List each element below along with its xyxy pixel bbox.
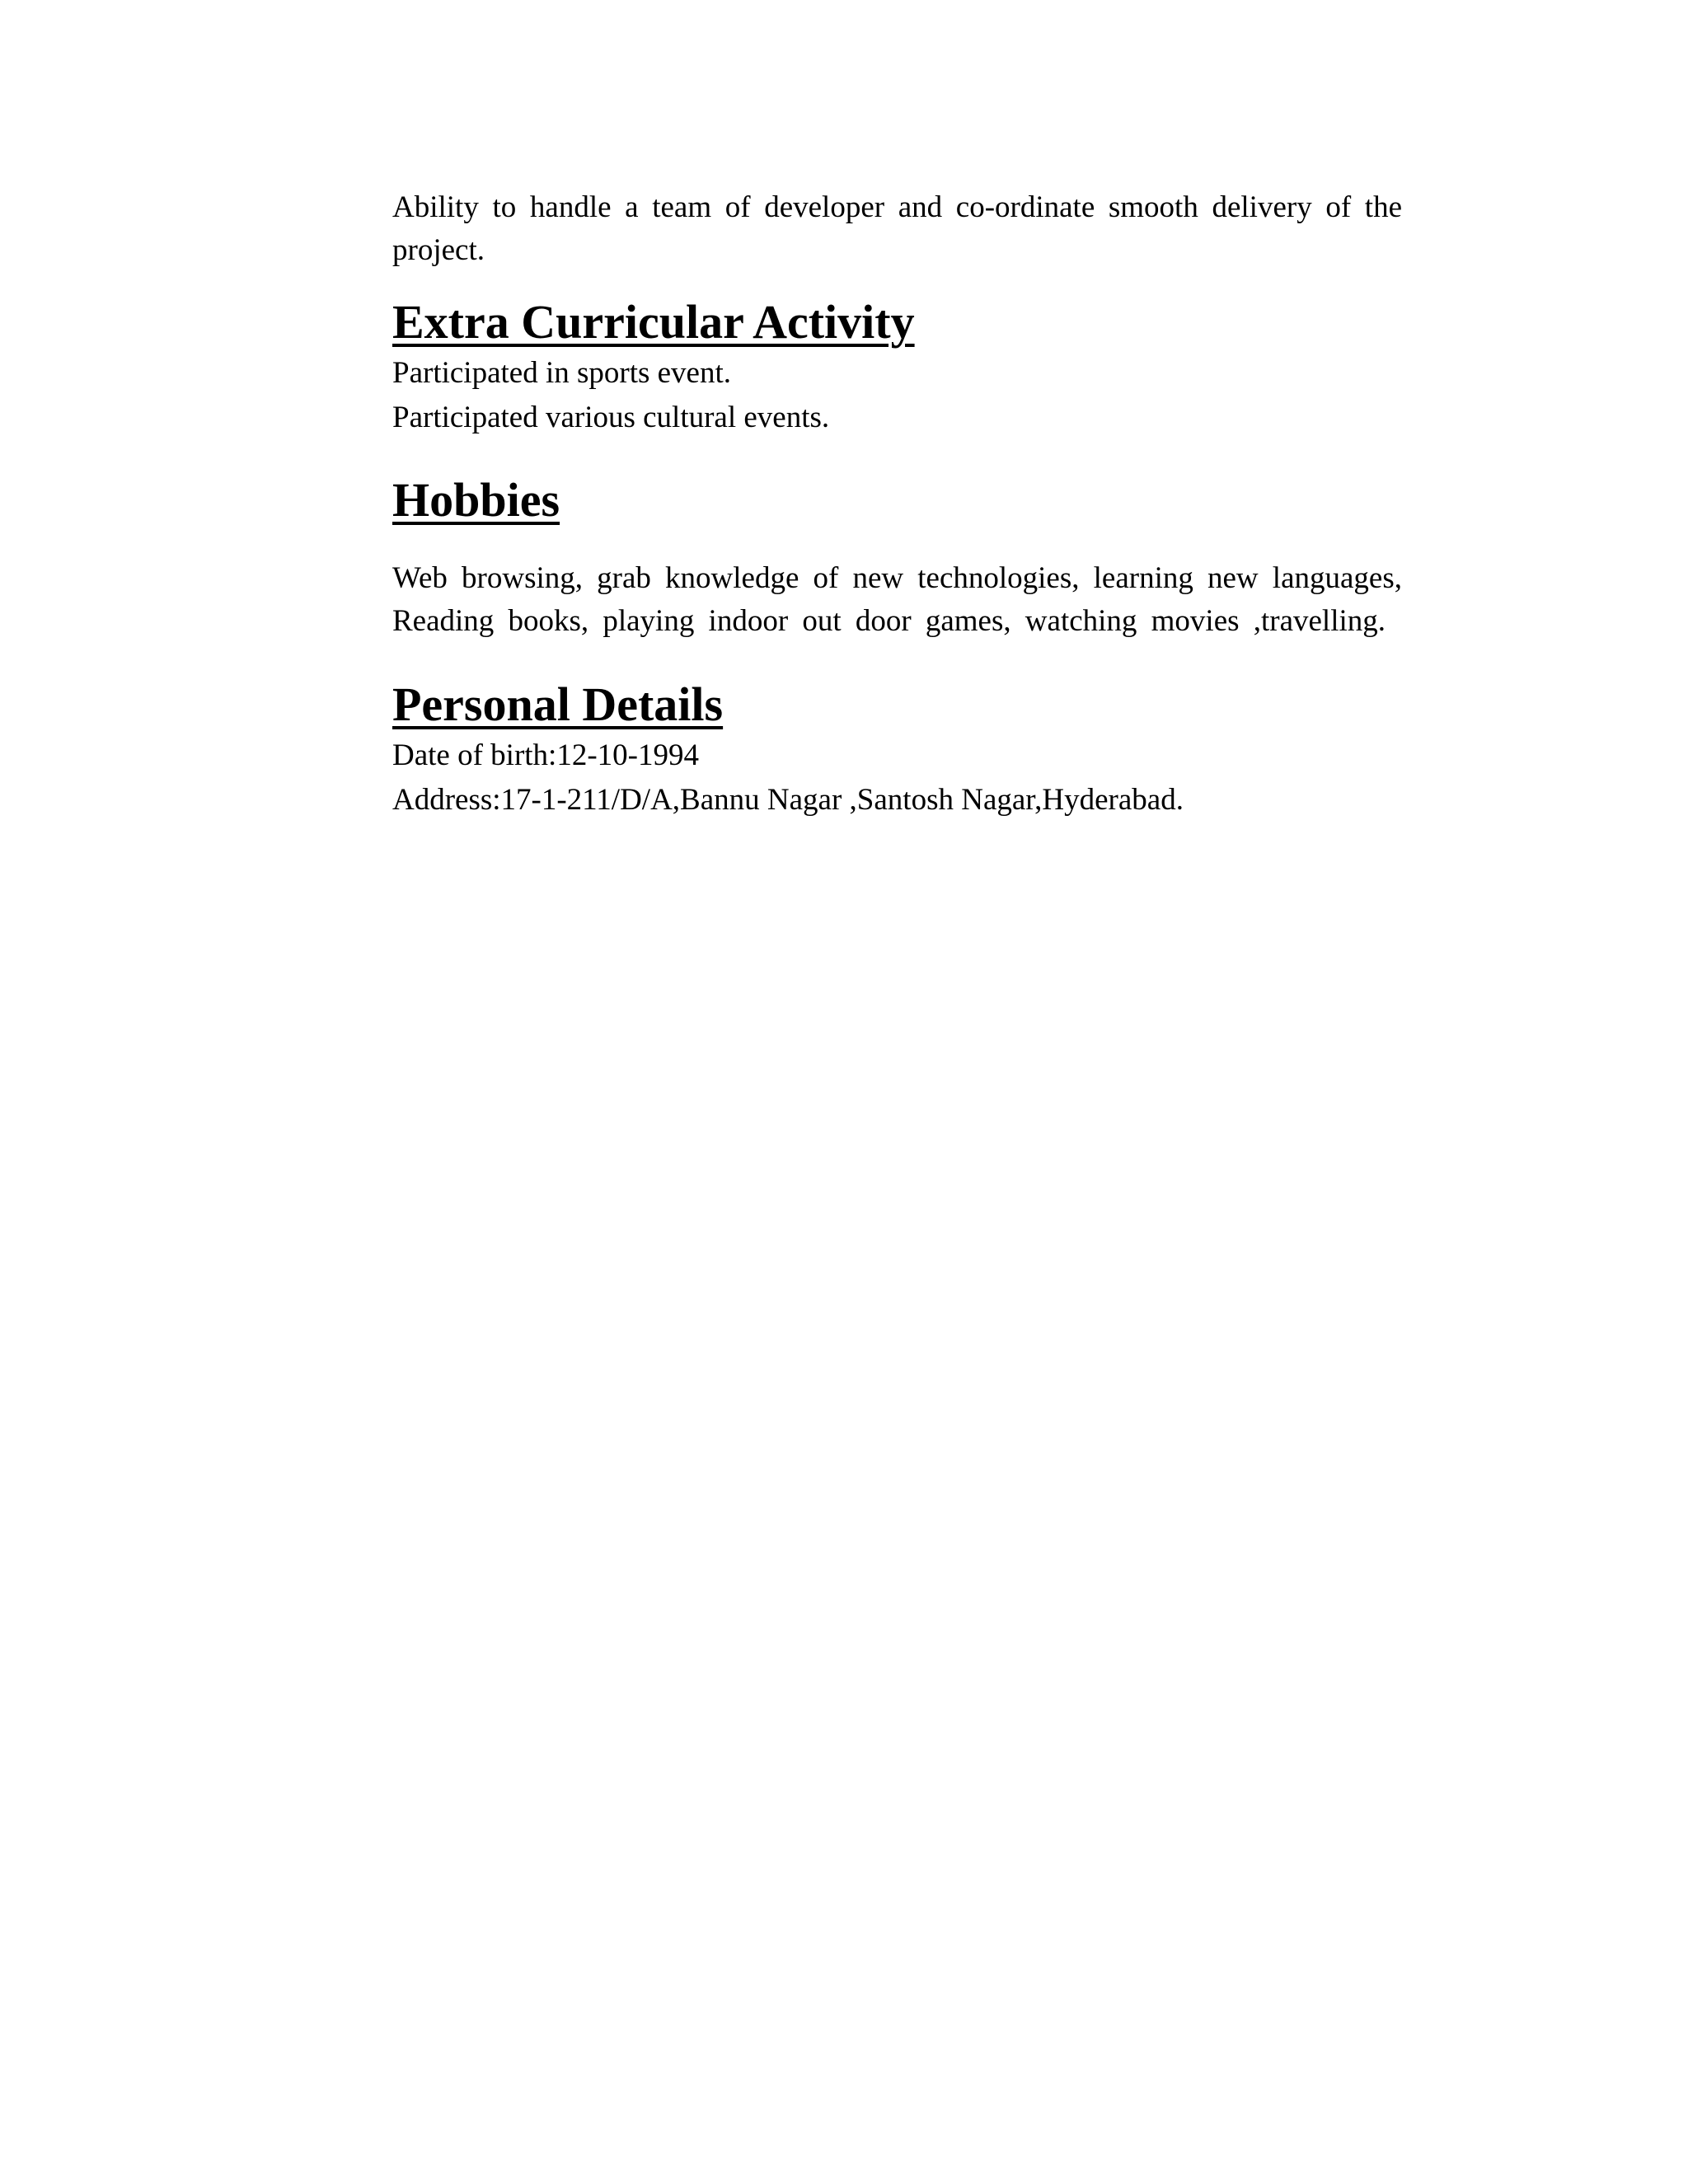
- hobbies-paragraph: [392, 557, 1402, 643]
- personal-details-list: [392, 733, 1402, 823]
- address: Address:17-1-211/D/A,Bannu Nagar ,Santosh Nagar,Hyderabad.: [392, 783, 1184, 817]
- personal-details-heading: Personal Details: [392, 677, 724, 731]
- document-page: [392, 186, 1402, 823]
- extra-curricular-heading: Extra Curricular Activity: [392, 295, 915, 349]
- intro-line-2: project.: [392, 233, 485, 267]
- hobbies-line-1: Web browsing, grab knowledge of new technologies, learning new languages,: [392, 561, 1402, 595]
- hobbies-heading: Hobbies: [392, 473, 560, 527]
- list-item: Participated various cultural events.: [392, 401, 830, 434]
- intro-line-1: Ability to handle a team of developer and co-ordinate smooth delivery of the: [392, 190, 1402, 224]
- intro-paragraph: [392, 186, 1402, 272]
- date-of-birth: Date of birth:12-10-1994: [392, 738, 699, 772]
- list-item: Participated in sports event.: [392, 356, 732, 390]
- hobbies-line-2: Reading books, playing indoor out door games, watching movies ,travelling.: [392, 604, 1386, 638]
- extra-curricular-list: [392, 351, 1402, 440]
